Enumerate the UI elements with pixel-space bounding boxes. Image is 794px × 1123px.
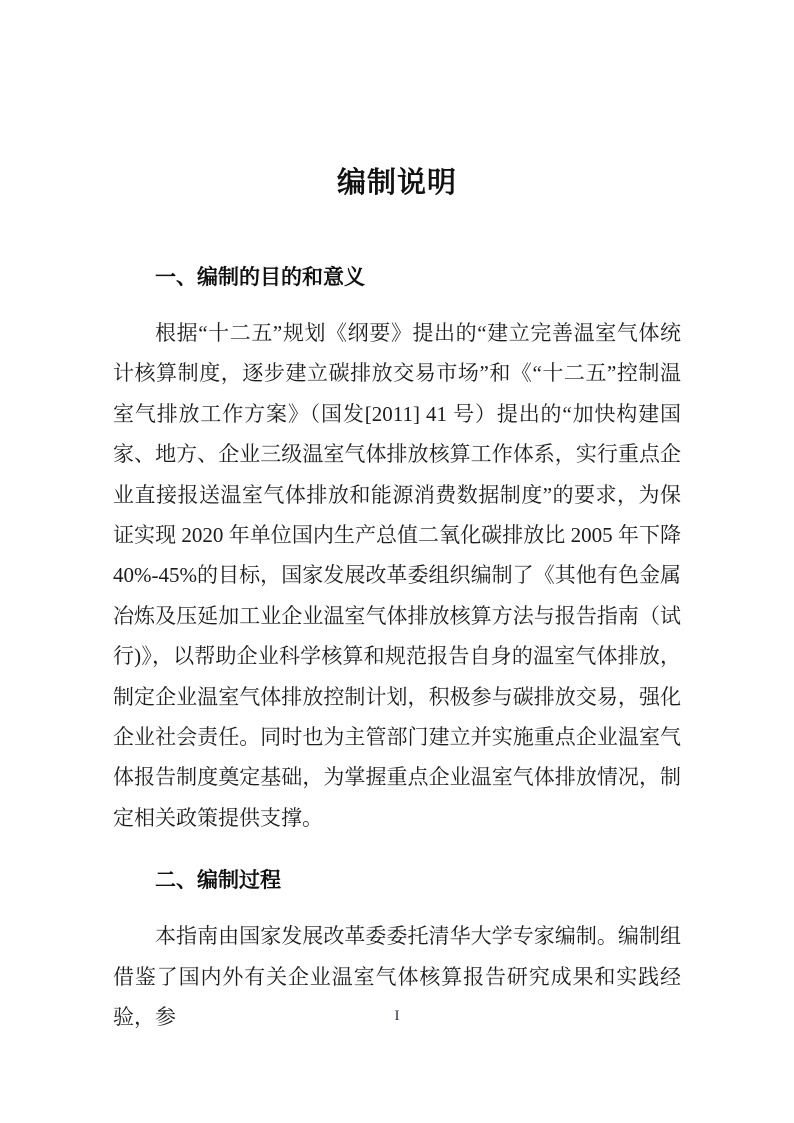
page-number: I xyxy=(394,1008,400,1024)
section-1-paragraph: 根据“十二五”规划《纲要》提出的“建立完善温室气体统计核算制度，逐步建立碳排放交易市场”和《“十二五”控制温室气排放工作方案》（国发[2011] 41 号）提出的“加快构建国家、地方、企业三级温室气体排放核算工作体系，实行重点企业直接报送温室气体排放和能源消费数据制度”的要求，为保证实现 2020 年单位国内生产总值二氧化碳排放比 2005 年下降40%-45%的目标，国家发展改革委组织编制了《其他有色金属冶炼及压延加工业企业温室气体排放核算方法与报告指南（试行)》，以帮助企业科学核算和规范报告自身的温室气体排放，制定企业温室气体排放控制计划，积极参与碳排放交易，强化企业社会责任。同时也为主管部门建立并实施重点企业温室气体报告制度奠定基础，为掌握重点企业温室气体排放情况，制定相关政策提供支撑。 xyxy=(113,321,681,830)
document-title: 编制说明 xyxy=(336,167,457,199)
section-1-heading: 一、编制的目的和意义 xyxy=(155,266,365,289)
section-2-heading: 二、编制过程 xyxy=(155,869,281,893)
document-content xyxy=(113,160,681,1046)
section-2-paragraph: 本指南由国家发展改革委委托清华大学专家编制。编制组借鉴了国内外有关企业温室气体核算报告研究成果和实践经验，参 xyxy=(113,924,681,1030)
